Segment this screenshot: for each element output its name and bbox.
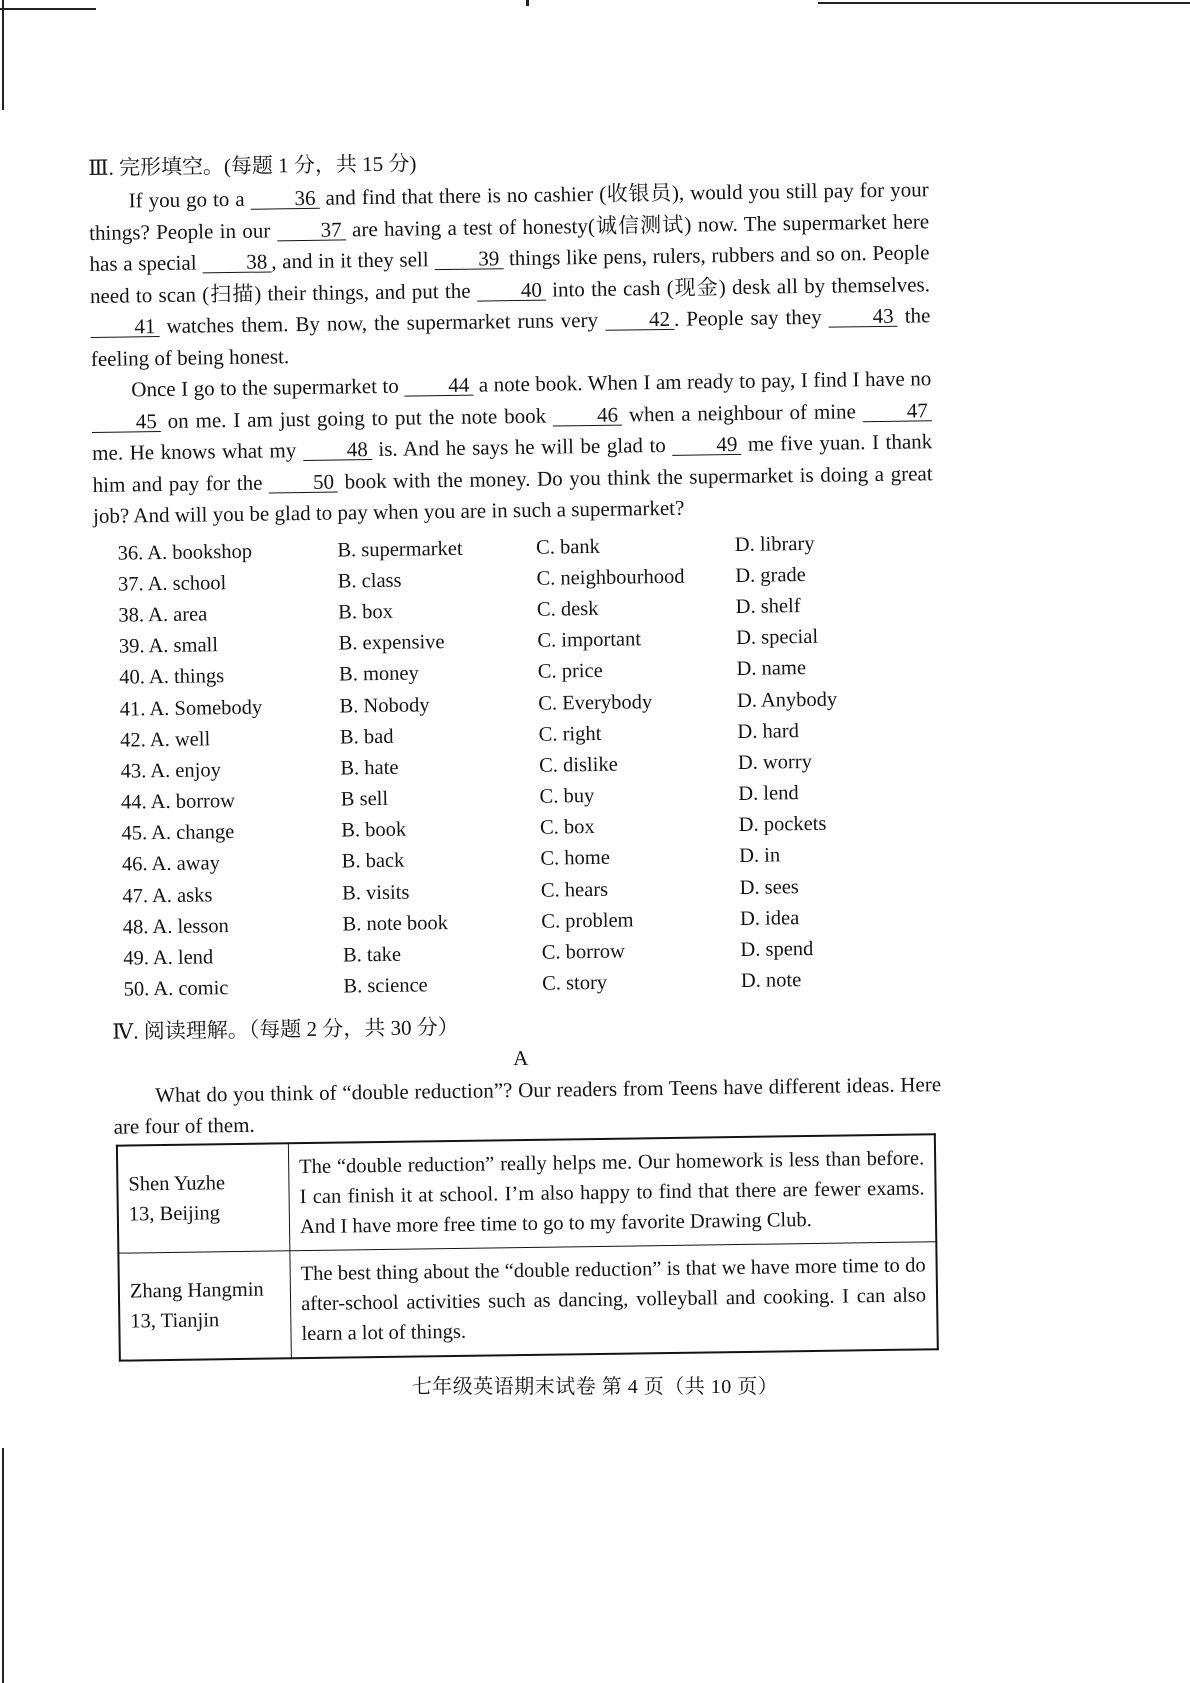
cloze-paragraph-2 bbox=[91, 363, 933, 532]
option-a: 39. A. small bbox=[118, 634, 219, 658]
option-c: C. problem bbox=[541, 909, 634, 933]
cloze-text: a note book. When I am ready to pay, I find I have no bbox=[478, 366, 932, 397]
option-c: C. hears bbox=[540, 878, 609, 902]
option-b: B sell bbox=[340, 787, 389, 811]
cloze-text: when a neighbour of mine bbox=[628, 398, 857, 426]
option-b: B. book bbox=[341, 818, 407, 842]
cloze-blank-41: 41 bbox=[90, 316, 159, 338]
option-c: C. neighbourhood bbox=[536, 565, 685, 590]
cloze-blank-49: 49 bbox=[672, 434, 741, 456]
reader-cell bbox=[117, 1144, 290, 1254]
option-a: 40. A. things bbox=[119, 665, 225, 689]
option-c: C. box bbox=[539, 816, 595, 840]
scan-edge-mark-left bbox=[2, 0, 4, 110]
option-a: 50. A. comic bbox=[123, 977, 229, 1001]
option-d: D. grade bbox=[735, 563, 806, 587]
cloze-text: and find that there is no cashier (收银员), would you still pay for your things? People in our bbox=[88, 177, 929, 245]
option-a: 36. A. bookshop bbox=[117, 540, 253, 565]
option-b: B. money bbox=[338, 662, 419, 686]
option-d: D. spend bbox=[740, 937, 814, 961]
reader-info: 13, Beijing bbox=[128, 1202, 221, 1226]
option-d: D. worry bbox=[737, 750, 813, 774]
option-c: C. story bbox=[542, 972, 608, 995]
reader-name: Shen Yuzhe bbox=[128, 1172, 226, 1196]
cloze-text: into the cash (现金) desk all by themselves. bbox=[551, 271, 931, 302]
cloze-blank-42: 42 bbox=[605, 309, 674, 331]
exam-content bbox=[88, 140, 945, 1362]
passage-letter: A bbox=[512, 1046, 529, 1071]
option-d: D. Anybody bbox=[736, 688, 838, 712]
option-d: D. hard bbox=[737, 719, 800, 743]
option-c: C. dislike bbox=[538, 753, 618, 777]
option-c: C. important bbox=[537, 628, 642, 652]
options-list bbox=[117, 527, 939, 1006]
option-b: B. visits bbox=[341, 881, 410, 905]
option-d: D. library bbox=[734, 532, 815, 556]
option-d: D. sees bbox=[739, 875, 799, 899]
option-b: B. science bbox=[343, 974, 428, 998]
option-d: D. note bbox=[740, 969, 802, 993]
option-a: 42. A. well bbox=[120, 728, 211, 752]
cloze-text: watches them. By now, the supermarket runs very bbox=[166, 307, 599, 338]
cloze-blank-38: 38 bbox=[202, 251, 271, 273]
cloze-text: are having a test of honesty(诚信测试) now. The supermarket here has a special bbox=[89, 208, 930, 276]
cloze-blank-37: 37 bbox=[277, 219, 346, 241]
option-c: C. price bbox=[537, 660, 603, 684]
option-c: C. home bbox=[540, 847, 611, 871]
scan-edge-mark-top-right bbox=[818, 2, 1190, 4]
option-b: B. Nobody bbox=[339, 693, 430, 718]
option-d: D. special bbox=[735, 626, 819, 650]
cloze-text: , and in it they sell bbox=[271, 247, 429, 274]
cloze-blank-43: 43 bbox=[829, 306, 898, 328]
option-a: 38. A. area bbox=[118, 603, 208, 627]
cloze-text: me. He knows what my bbox=[92, 438, 297, 465]
option-b: B. hate bbox=[340, 756, 399, 780]
cloze-text: things like pens, rulers, rubbers and so on. People need to scan (扫描) their things, and put the bbox=[89, 240, 930, 308]
cloze-blank-47: 47 bbox=[863, 400, 932, 422]
cloze-paragraph-1 bbox=[88, 174, 931, 375]
opinions-table bbox=[116, 1134, 939, 1362]
cloze-blank-44: 44 bbox=[404, 375, 473, 397]
option-c: C. buy bbox=[539, 785, 595, 808]
cloze-blank-45: 45 bbox=[92, 411, 161, 433]
option-d: D. idea bbox=[739, 906, 800, 930]
option-d: D. name bbox=[736, 657, 807, 681]
option-a: 37. A. school bbox=[117, 571, 227, 596]
option-c: C. bank bbox=[535, 535, 601, 559]
option-d: D. pockets bbox=[738, 813, 827, 837]
reader-opinion: The best thing about the “double reduction” is that we have more time to do after-school activities such as dancing, volleyball and cooking. I can also learn a lot of things. bbox=[290, 1242, 938, 1359]
reader-opinion: The “double reduction” really helps me. Our homework is less than before. I can finish it at school. I’m also happy to find that there are fewer exams. And I have more free time to go to my favorite Drawing Club. bbox=[288, 1135, 936, 1252]
option-d: D. in bbox=[739, 844, 781, 868]
option-c: C. Everybody bbox=[538, 690, 653, 715]
reader-info: 13, Tianjin bbox=[130, 1309, 220, 1333]
option-b: B. bad bbox=[339, 725, 394, 749]
cloze-text: is. And he says he will be glad to bbox=[378, 432, 667, 461]
option-b: B. back bbox=[341, 850, 405, 873]
option-a: 48. A. lesson bbox=[122, 914, 229, 939]
page-footer: 七年级英语期末试卷 第 4 页（共 10 页） bbox=[411, 1376, 779, 1398]
cloze-text: . People say they bbox=[673, 304, 822, 331]
option-a: 44. A. borrow bbox=[120, 790, 236, 814]
option-b: B. class bbox=[337, 569, 402, 593]
section-3-title: Ⅲ. 完形填空。(每题 1 分，共 15 分) bbox=[88, 151, 417, 180]
option-c: C. desk bbox=[536, 597, 599, 621]
table-row bbox=[117, 1135, 936, 1254]
option-b: B. supermarket bbox=[337, 537, 463, 562]
cloze-blank-39: 39 bbox=[434, 248, 503, 270]
cloze-text: If you go to a bbox=[128, 186, 245, 213]
passage-intro: What do you think of “double reduction”? Our readers from Teens have different ideas. Here are four of them. bbox=[113, 1072, 942, 1140]
cloze-text: me five yuan. I thank him and pay for the bbox=[92, 429, 933, 497]
option-a: 46. A. away bbox=[121, 852, 221, 877]
reader-name: Zhang Hangmin bbox=[129, 1278, 264, 1303]
option-a: 43. A. enjoy bbox=[120, 759, 222, 783]
section-4-title: Ⅳ. 阅读理解。（每题 2 分，共 30 分） bbox=[112, 1015, 459, 1045]
option-d: D. shelf bbox=[735, 595, 801, 618]
option-b: B. note book bbox=[342, 911, 449, 936]
cloze-blank-46: 46 bbox=[553, 404, 622, 426]
option-c: C. right bbox=[538, 722, 602, 746]
cloze-blank-36: 36 bbox=[250, 188, 319, 210]
cloze-text: book with the money. Do you think the supermarket is doing a great job? And will you be glad to pay when you are in such a supermarket? bbox=[92, 460, 933, 528]
scan-edge-mark-top-left bbox=[0, 8, 96, 10]
option-b: B. take bbox=[342, 943, 402, 967]
option-a: 47. A. asks bbox=[122, 883, 213, 908]
table-row bbox=[118, 1242, 937, 1361]
cloze-text: Once I go to the supermarket to bbox=[131, 373, 399, 402]
reader-cell bbox=[118, 1251, 291, 1361]
option-a: 45. A. change bbox=[121, 821, 235, 845]
cloze-text: on me. I am just going to put the note book bbox=[167, 403, 547, 433]
scan-edge-mark-left-lower bbox=[2, 1448, 4, 1683]
option-b: B. expensive bbox=[338, 631, 445, 655]
scan-edge-mark-top-center bbox=[526, 0, 529, 6]
cloze-blank-48: 48 bbox=[303, 439, 372, 461]
cloze-blank-50: 50 bbox=[269, 471, 338, 493]
cloze-blank-40: 40 bbox=[477, 279, 546, 301]
option-b: B. box bbox=[338, 600, 394, 624]
option-a: 41. A. Somebody bbox=[119, 696, 263, 721]
option-c: C. borrow bbox=[541, 940, 626, 964]
option-d: D. lend bbox=[738, 782, 799, 806]
option-a: 49. A. lend bbox=[123, 946, 214, 970]
cloze-text: the feeling of being honest. bbox=[90, 303, 931, 371]
